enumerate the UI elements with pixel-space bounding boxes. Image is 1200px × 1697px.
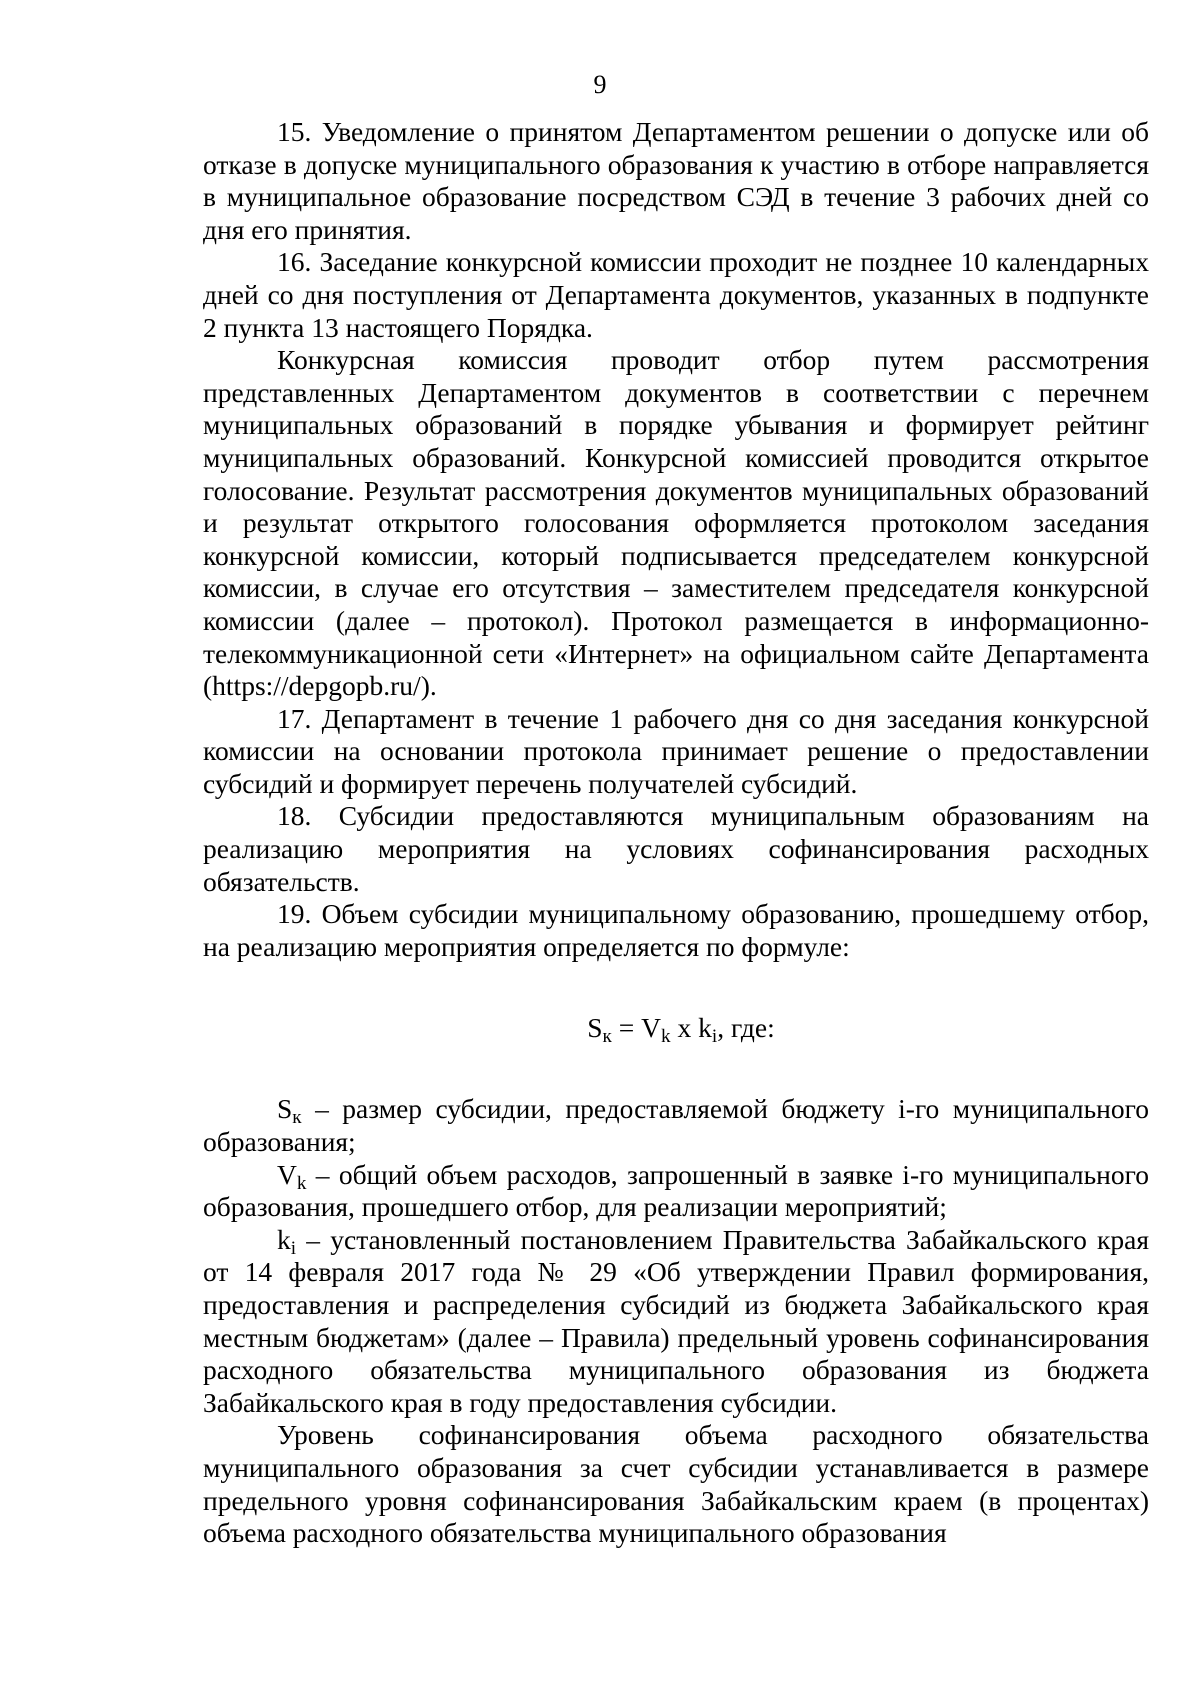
formula-tail: , где: <box>717 1012 775 1044</box>
formula-equals: = <box>611 1012 642 1044</box>
definition-v <box>203 1159 1149 1224</box>
definition-s-text: – размер субсидии, предоставляемой бюджету i-го муниципального образования; <box>203 1093 1149 1158</box>
definition-s-symbol: S <box>277 1093 293 1125</box>
formula-times: x <box>670 1012 699 1044</box>
paragraph-17: 17. Департамент в течение 1 рабочего дня со дня заседания конкурсной комиссии на основании протокола принимает решение о предоставлении субсидий и формирует перечень получателей субсидий. <box>203 702 1149 799</box>
formula-k: k <box>698 1012 712 1044</box>
formula-k-subscript: i <box>711 1026 718 1048</box>
definition-v-text: – общий объем расходов, запрошенный в заявке i-го муниципального образования, прошедшего отбор, для реализации мероприятий; <box>203 1158 1149 1223</box>
definition-s-subscript: к <box>292 1107 302 1129</box>
document-body <box>203 116 1149 1550</box>
definition-k-text: – установленный постановлением Правительства Забайкальского края от 14 февраля 2017 года № 29 «Об утверждении Правил формирования, предоставления и распределения субсидий из бюджета Забайкальского края местным бюджетам» (далее – Правила) предельный уровень софинансирования расходного обязательства муниципального образования из бюджета Забайкальского края в году предоставления субсидии. <box>203 1223 1149 1418</box>
page-number: 9 <box>593 70 607 99</box>
formula-s: S <box>587 1012 603 1044</box>
definition-k-subscript: i <box>290 1237 297 1259</box>
formula-s-subscript: к <box>602 1026 612 1048</box>
formula-v-subscript: k <box>661 1026 671 1048</box>
paragraph-15: 15. Уведомление о принятом Департаментом решении о допуске или об отказе в допуске муниципального образования к участию в отборе направляется в муниципальное образование посредством СЭД в течение 3 рабочих дней со дня его принятия. <box>203 116 1149 245</box>
subsidy-formula <box>203 963 1149 1093</box>
definition-k <box>203 1224 1149 1420</box>
paragraph-16: 16. Заседание конкурсной комиссии проходит не позднее 10 календарных дней со дня поступления от Департамента документов, указанных в подпункте 2 пункта 13 настоящего Порядка. <box>203 246 1149 343</box>
definition-v-subscript: k <box>296 1172 307 1194</box>
paragraph-19: 19. Объем субсидии муниципальному образованию, прошедшему отбор, на реализацию мероприятия определяется по формуле: <box>203 898 1149 962</box>
definition-k-symbol: k <box>277 1223 291 1255</box>
definition-v-symbol: V <box>277 1158 297 1190</box>
paragraph-cofinancing-level: Уровень софинансирования объема расходного обязательства муниципального образования за счет субсидии устанавливается в размере предельного уровня софинансирования Забайкальским краем (в процентах) объема расходного обязательства муниципального образования <box>203 1419 1149 1549</box>
paragraph-commission: Конкурсная комиссия проводит отбор путем рассмотрения представленных Департаментом документов в соответствии с перечнем муниципальных образований в порядке убывания и формирует рейтинг муниципальных образований. Конкурсной комиссией проводится открытое голосование. Результат рассмотрения документов муниципальных образований и результат открытого голосования оформляется протоколом заседания конкурсной комиссии, который подписывается председателем конкурсной комиссии, в случае его отсутствия – заместителем председателя конкурсной комиссии (далее – протокол). Протокол размещается в информационно-телекоммуникационной сети «Интернет» на официальном сайте Департамента (https://depgopb.ru/). <box>203 344 1149 702</box>
definition-s <box>203 1093 1149 1158</box>
paragraph-18: 18. Субсидии предоставляются муниципальным образованиям на реализацию мероприятия на условиях софинансирования расходных обязательств. <box>203 800 1149 897</box>
formula-v: V <box>641 1012 662 1044</box>
